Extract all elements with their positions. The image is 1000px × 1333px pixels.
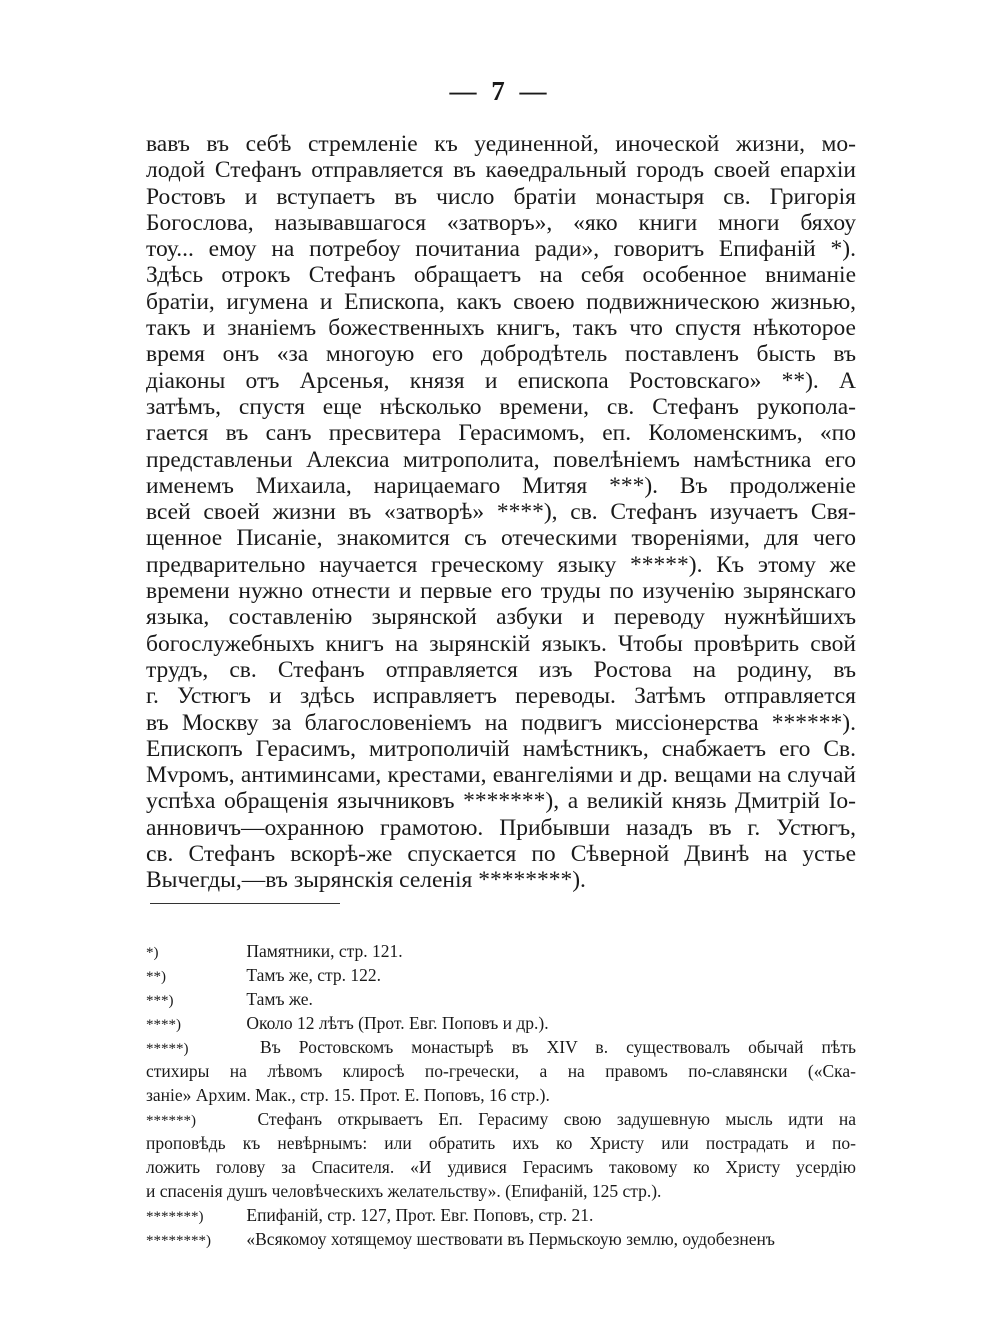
text-line: Вычегды,—въ зырянскія селенія ********).	[146, 867, 586, 894]
footnote-line	[146, 1203, 856, 1227]
footnote-text: и спасенія душъ человѣческихъ желательству». (Епифаній, 125 стр.).	[146, 1181, 662, 1201]
text-line: вавъ въ себѣ стремленіе къ уединенной, иноческой жизни, мо-	[146, 131, 856, 157]
text-line: трудъ, св. Стефанъ отправляется изъ Ростова на родину, въ	[146, 656, 856, 683]
text-line: времени нужно отнести и первые его труды по изученію зырянскаго	[146, 578, 856, 605]
text-line: Мvромъ, антиминсами, крестами, евангеліями и др. вещами на случай	[146, 762, 856, 789]
text-line: успѣха обращенія язычниковъ *******), а великій князь Дмитрій Іо-	[146, 788, 856, 815]
footnote-text: Тамъ же, стр. 122.	[246, 965, 382, 985]
text-line: анновичъ—охранною грамотою. Прибывши назадъ въ г. Устюгъ,	[146, 814, 856, 841]
footnote-text: «Всякомоу хотящемоу шествовати въ Пермьскоую землю, оудобезненъ	[246, 1229, 775, 1249]
text-line: всей своей жизни въ «затворѣ» ****), св. Стефанъ изучаетъ Свя-	[146, 499, 856, 526]
footnote-text: заніе» Архим. Мак., стр. 15. Прот. Е. Поповъ, 16 стр.).	[146, 1085, 550, 1105]
text-line: въ Москву за благословеніемъ на подвигъ миссіонерства ******).	[146, 709, 856, 736]
footnote-line	[146, 1035, 856, 1059]
text-line: время онъ «за многоую его добродѣтель поставленъ бысть въ	[146, 341, 856, 368]
footnote-line	[146, 1155, 856, 1179]
text-line: щенное Писаніе, знакомится съ отеческими твореніями, для чего	[146, 525, 856, 552]
text-line: лодой Стефанъ отправляется въ каѳедральный городъ своей епархіи	[146, 157, 856, 184]
text-line: богослужебныхъ книгъ на зырянскій языкъ. Чтобы провѣрить свой	[146, 630, 856, 657]
footnote-text: Въ Ростовскомъ монастырѣ въ XIV в. существовалъ обычай пѣть	[260, 1037, 856, 1057]
footnote-text: проповѣдь къ невѣрнымъ: или обратить ихъ ко Христу или пострадать и по-	[146, 1133, 856, 1153]
text-line: Богослова, называвшагося «затворъ», «яко книги многи бяхоу	[146, 209, 856, 236]
footnote-line	[146, 987, 856, 1011]
footnote-text: Епифаній, стр. 127, Прот. Евг. Поповъ, стр. 21.	[246, 1205, 594, 1225]
footnote-mark: **)	[146, 969, 166, 985]
text-line: предварительно научается греческому языку *****). Къ этому же	[146, 551, 856, 578]
main-text	[146, 131, 856, 894]
footnote-text: Около 12 лѣтъ (Прот. Евг. Поповъ и др.).	[246, 1013, 549, 1033]
footnote-text: Стефанъ открываетъ Еп. Герасиму свою задушевную мысль идти на	[257, 1109, 857, 1129]
footnote-mark: ********)	[146, 1233, 211, 1249]
footnote-mark: ******)	[146, 1113, 196, 1129]
text-line: именемъ Михаила, нарицаемаго Митяя ***). Въ продолженіе	[146, 472, 856, 499]
text-line: діаконы отъ Арсенья, князя и епископа Ростовскаго» **). А	[146, 367, 856, 394]
text-line: св. Стефанъ вскорѣ-же спускается по Сѣверной Двинѣ на устье	[146, 841, 856, 868]
footnote-line	[146, 1179, 856, 1203]
footnote-line	[146, 939, 856, 963]
footnotes	[146, 939, 856, 1251]
footnote-line	[146, 1107, 856, 1131]
footnote-line	[146, 1227, 856, 1251]
text-line: Епископъ Герасимъ, митрополичій намѣстникъ, снабжаетъ его Св.	[146, 735, 856, 762]
text-line: такъ и знаніемъ божественныхъ книгъ, такъ что спустя нѣкоторое	[146, 315, 856, 342]
text-line: братіи, игумена и Епископа, какъ своею подвижническою жизнью,	[146, 288, 856, 315]
text-line: представленьи Алексиа митрополита, повелѣніемъ намѣстника его	[146, 446, 856, 473]
text-line: тоу... емоу на потребоу почитаниа ради», говоритъ Епифаній *).	[146, 236, 856, 263]
footnote-line	[146, 1059, 856, 1083]
footnote-separator	[150, 903, 340, 904]
footnote-line	[146, 1131, 856, 1155]
footnote-line	[146, 1011, 856, 1035]
page-number: — 7 —	[449, 76, 551, 106]
footnote-line	[146, 1083, 856, 1107]
text-line: языка, составленію зырянской азбуки и переводу нужнѣйшихъ	[146, 604, 856, 631]
footnote-line	[146, 963, 856, 987]
footnote-mark: ***)	[146, 993, 174, 1009]
text-line: г. Устюгъ и здѣсь исправляетъ переводы. Затѣмъ отправляется	[146, 683, 856, 710]
footnote-text: ложить голову за Спасителя. «И удивися Герасимъ таковому ко Христу усердію	[146, 1157, 856, 1177]
text-line: Здѣсь отрокъ Стефанъ обращаетъ на себя особенное вниманіе	[146, 262, 856, 289]
text-line: Ростовъ и вступаетъ въ число братіи монастыря св. Григорія	[146, 183, 856, 210]
footnote-text: стихиры на лѣвомъ клиросѣ по-гречески, а на правомъ по-славянски («Ска-	[146, 1061, 856, 1081]
text-line: затѣмъ, спустя еще нѣсколько времени, св. Стефанъ рукопола-	[146, 393, 856, 420]
footnote-text: Тамъ же.	[246, 989, 313, 1009]
footnote-mark: ****)	[146, 1017, 181, 1033]
footnote-mark: *)	[146, 945, 159, 961]
footnote-mark: *****)	[146, 1041, 189, 1057]
text-line: гается въ санъ пресвитера Герасимомъ, еп. Коломенскимъ, «по	[146, 420, 856, 447]
footnote-mark: *******)	[146, 1209, 204, 1225]
footnote-text: Памятники, стр. 121.	[246, 941, 403, 961]
